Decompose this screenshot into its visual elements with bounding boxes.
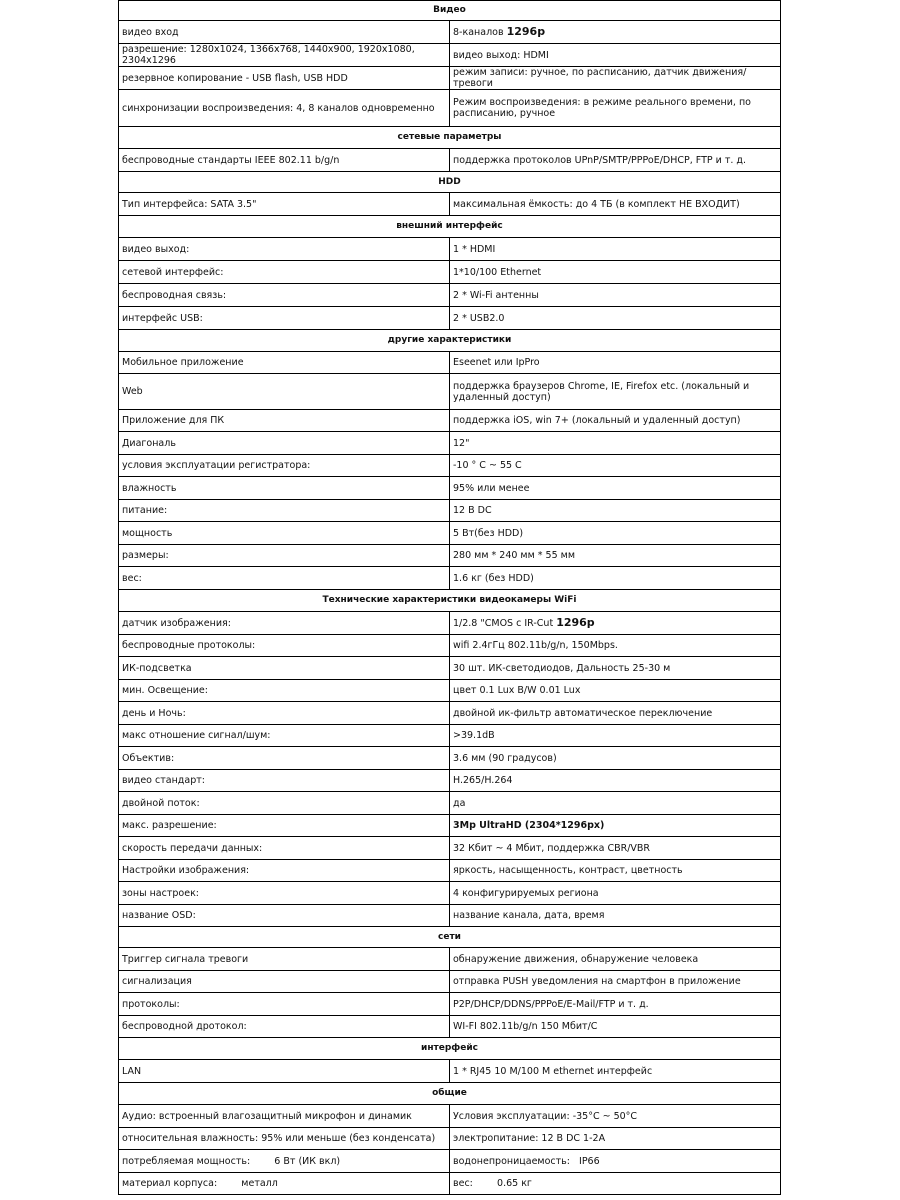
table-row bbox=[119, 374, 781, 410]
section-title: общие bbox=[119, 1083, 781, 1105]
spec-label: сетевой интерфейс: bbox=[119, 261, 450, 284]
spec-label: датчик изображения: bbox=[119, 612, 450, 635]
table-row bbox=[119, 747, 781, 770]
section-title: Технические характеристики видеокамеры WiFi bbox=[119, 590, 781, 612]
section-title: HDD bbox=[119, 172, 781, 193]
spec-label: Аудио: встроенный влагозащитный микрофон и динамик bbox=[119, 1105, 450, 1128]
section-title: сети bbox=[119, 927, 781, 948]
table-row bbox=[119, 67, 781, 90]
table-row bbox=[119, 905, 781, 927]
spec-label: интерфейс USB: bbox=[119, 307, 450, 330]
spec-value-text: 8-каналов bbox=[453, 27, 507, 38]
spec-value: -10 ° C ~ 55 C bbox=[450, 455, 781, 477]
spec-label: разрешение: 1280x1024, 1366x768, 1440x900, 1920x1080, 2304x1296 bbox=[119, 44, 450, 67]
spec-value: водонепроницаемость: IP66 bbox=[450, 1150, 781, 1173]
spec-value: 2 * Wi-Fi антенны bbox=[450, 284, 781, 307]
spec-label: Объектив: bbox=[119, 747, 450, 770]
table-row bbox=[119, 1150, 781, 1173]
spec-value: 3.6 мм (90 градусов) bbox=[450, 747, 781, 770]
spec-value: 5 Вт(без HDD) bbox=[450, 522, 781, 545]
spec-value: H.265/H.264 bbox=[450, 770, 781, 792]
section-header-network-params bbox=[119, 127, 781, 149]
section-title: Видео bbox=[119, 1, 781, 21]
spec-label: влажность bbox=[119, 477, 450, 500]
table-row bbox=[119, 307, 781, 330]
spec-label: резервное копирование - USB flash, USB HDD bbox=[119, 67, 450, 90]
spec-value: Условия эксплуатации: -35°C ~ 50°C bbox=[450, 1105, 781, 1128]
spec-label: беспроводная связь: bbox=[119, 284, 450, 307]
spec-value: 32 Кбит ~ 4 Мбит, поддержка CBR/VBR bbox=[450, 837, 781, 860]
spec-value: 4 конфигурируемых региона bbox=[450, 882, 781, 905]
table-row bbox=[119, 567, 781, 590]
spec-value: максимальная ёмкость: до 4 ТБ (в комплект НЕ ВХОДИТ) bbox=[450, 193, 781, 216]
spec-value: отправка PUSH уведомления на смартфон в приложение bbox=[450, 971, 781, 993]
table-row bbox=[119, 352, 781, 374]
spec-label: Тип интерфейса: SATA 3.5" bbox=[119, 193, 450, 216]
table-row bbox=[119, 545, 781, 567]
section-header-interface bbox=[119, 1038, 781, 1060]
table-row bbox=[119, 993, 781, 1016]
table-row bbox=[119, 455, 781, 477]
spec-value: электропитание: 12 В DC 1-2A bbox=[450, 1128, 781, 1150]
spec-value: 12 В DC bbox=[450, 500, 781, 522]
spec-label: относительная влажность: 95% или меньше (без конденсата) bbox=[119, 1128, 450, 1150]
spec-label: синхронизации воспроизведения: 4, 8 каналов одновременно bbox=[119, 90, 450, 127]
spec-value-bold: 1296р bbox=[506, 25, 546, 38]
table-row bbox=[119, 948, 781, 971]
spec-label: название OSD: bbox=[119, 905, 450, 927]
table-row bbox=[119, 837, 781, 860]
spec-label: видео вход bbox=[119, 21, 450, 44]
table-row bbox=[119, 21, 781, 44]
spec-value: 1*10/100 Ethernet bbox=[450, 261, 781, 284]
spec-value: цвет 0.1 Lux B/W 0.01 Lux bbox=[450, 680, 781, 702]
section-header-general bbox=[119, 1083, 781, 1105]
spec-value: 95% или менее bbox=[450, 477, 781, 500]
table-row bbox=[119, 149, 781, 172]
spec-value: Eseenet или IpPro bbox=[450, 352, 781, 374]
spec-value: 280 мм * 240 мм * 55 мм bbox=[450, 545, 781, 567]
spec-label: Диагональ bbox=[119, 432, 450, 455]
spec-label: Настройки изображения: bbox=[119, 860, 450, 882]
spec-value bbox=[450, 612, 781, 635]
spec-value: 1 * RJ45 10 M/100 M ethernet интерфейс bbox=[450, 1060, 781, 1083]
spec-value: 1 * HDMI bbox=[450, 238, 781, 261]
section-header-hdd bbox=[119, 172, 781, 193]
table-row bbox=[119, 1105, 781, 1128]
table-row bbox=[119, 815, 781, 837]
table-row bbox=[119, 1173, 781, 1195]
spec-label: мощность bbox=[119, 522, 450, 545]
spec-value: вес: 0.65 кг bbox=[450, 1173, 781, 1195]
spec-value: P2P/DHCP/DDNS/PPPoE/E-Mail/FTP и т. д. bbox=[450, 993, 781, 1016]
spec-label: макс. разрешение: bbox=[119, 815, 450, 837]
spec-value bbox=[450, 21, 781, 44]
spec-value: 2 * USB2.0 bbox=[450, 307, 781, 330]
spec-label: условия эксплуатации регистратора: bbox=[119, 455, 450, 477]
spec-label: двойной поток: bbox=[119, 792, 450, 815]
table-row bbox=[119, 770, 781, 792]
table-row bbox=[119, 410, 781, 432]
table-row bbox=[119, 500, 781, 522]
spec-table bbox=[118, 0, 781, 1195]
spec-label: ИК-подсветка bbox=[119, 657, 450, 680]
section-header-camera-specs bbox=[119, 590, 781, 612]
spec-value-text: 1/2.8 "CMOS с IR-Cut bbox=[453, 618, 557, 629]
spec-label: Web bbox=[119, 374, 450, 410]
spec-label: беспроводные протоколы: bbox=[119, 635, 450, 657]
table-row bbox=[119, 657, 781, 680]
spec-value-bold: 1296р bbox=[556, 616, 595, 629]
spec-value: видео выход: HDMI bbox=[450, 44, 781, 67]
spec-value: яркость, насыщенность, контраст, цветность bbox=[450, 860, 781, 882]
spec-value: да bbox=[450, 792, 781, 815]
spec-label: беспроводной дротокол: bbox=[119, 1016, 450, 1038]
table-row bbox=[119, 44, 781, 67]
spec-label: размеры: bbox=[119, 545, 450, 567]
table-row bbox=[119, 860, 781, 882]
spec-label: Триггер сигнала тревоги bbox=[119, 948, 450, 971]
spec-value: Режим воспроизведения: в режиме реального времени, по расписанию, ручное bbox=[450, 90, 781, 127]
table-row bbox=[119, 477, 781, 500]
table-row bbox=[119, 522, 781, 545]
spec-label: Мобильное приложение bbox=[119, 352, 450, 374]
spec-label: протоколы: bbox=[119, 993, 450, 1016]
spec-value: обнаружение движения, обнаружение человека bbox=[450, 948, 781, 971]
table-row bbox=[119, 702, 781, 725]
table-row bbox=[119, 284, 781, 307]
spec-value: название канала, дата, время bbox=[450, 905, 781, 927]
table-row bbox=[119, 725, 781, 747]
spec-label: макс отношение сигнал/шум: bbox=[119, 725, 450, 747]
section-header-video bbox=[119, 1, 781, 21]
spec-value: 30 шт. ИК-светодиодов, Дальность 25-30 м bbox=[450, 657, 781, 680]
section-title: интерфейс bbox=[119, 1038, 781, 1060]
spec-label: Приложение для ПК bbox=[119, 410, 450, 432]
table-row bbox=[119, 792, 781, 815]
spec-label: день и Ночь: bbox=[119, 702, 450, 725]
spec-label: сигнализация bbox=[119, 971, 450, 993]
table-row bbox=[119, 238, 781, 261]
section-header-network bbox=[119, 927, 781, 948]
section-header-external-interface bbox=[119, 216, 781, 238]
spec-label: мин. Освещение: bbox=[119, 680, 450, 702]
section-header-other bbox=[119, 330, 781, 352]
spec-label: зоны настроек: bbox=[119, 882, 450, 905]
table-row bbox=[119, 971, 781, 993]
table-row bbox=[119, 635, 781, 657]
table-row bbox=[119, 1016, 781, 1038]
table-row bbox=[119, 612, 781, 635]
spec-label: питание: bbox=[119, 500, 450, 522]
spec-value: wifi 2.4гГц 802.11b/g/n, 150Mbps. bbox=[450, 635, 781, 657]
table-row bbox=[119, 90, 781, 127]
table-row bbox=[119, 261, 781, 284]
spec-label: LAN bbox=[119, 1060, 450, 1083]
spec-label: потребляемая мощность: 6 Вт (ИК вкл) bbox=[119, 1150, 450, 1173]
spec-label: вес: bbox=[119, 567, 450, 590]
spec-value: 12" bbox=[450, 432, 781, 455]
spec-value: WI-FI 802.11b/g/n 150 Мбит/С bbox=[450, 1016, 781, 1038]
table-row bbox=[119, 882, 781, 905]
table-row bbox=[119, 1128, 781, 1150]
spec-label: видео стандарт: bbox=[119, 770, 450, 792]
table-row bbox=[119, 193, 781, 216]
spec-value: поддержка протоколов UPnP/SMTP/PPPoE/DHCP, FTP и т. д. bbox=[450, 149, 781, 172]
spec-label: беспроводные стандарты IEEE 802.11 b/g/n bbox=[119, 149, 450, 172]
section-title: сетевые параметры bbox=[119, 127, 781, 149]
spec-value: поддержка iOS, win 7+ (локальный и удаленный доступ) bbox=[450, 410, 781, 432]
spec-value: 1.6 кг (без HDD) bbox=[450, 567, 781, 590]
spec-value: >39.1dB bbox=[450, 725, 781, 747]
spec-value: двойной ик-фильтр автоматическое переключение bbox=[450, 702, 781, 725]
spec-value: 3Mp UltraHD (2304*1296px) bbox=[450, 815, 781, 837]
spec-value: режим записи: ручное, по расписанию, датчик движения/тревоги bbox=[450, 67, 781, 90]
spec-label: материал корпуса: металл bbox=[119, 1173, 450, 1195]
spec-label: видео выход: bbox=[119, 238, 450, 261]
table-row bbox=[119, 432, 781, 455]
section-title: другие характеристики bbox=[119, 330, 781, 352]
section-title: внешний интерфейс bbox=[119, 216, 781, 238]
spec-label: скорость передачи данных: bbox=[119, 837, 450, 860]
table-row bbox=[119, 680, 781, 702]
spec-value: поддержка браузеров Chrome, IE, Firefox etc. (локальный и удаленный доступ) bbox=[450, 374, 781, 410]
table-row bbox=[119, 1060, 781, 1083]
